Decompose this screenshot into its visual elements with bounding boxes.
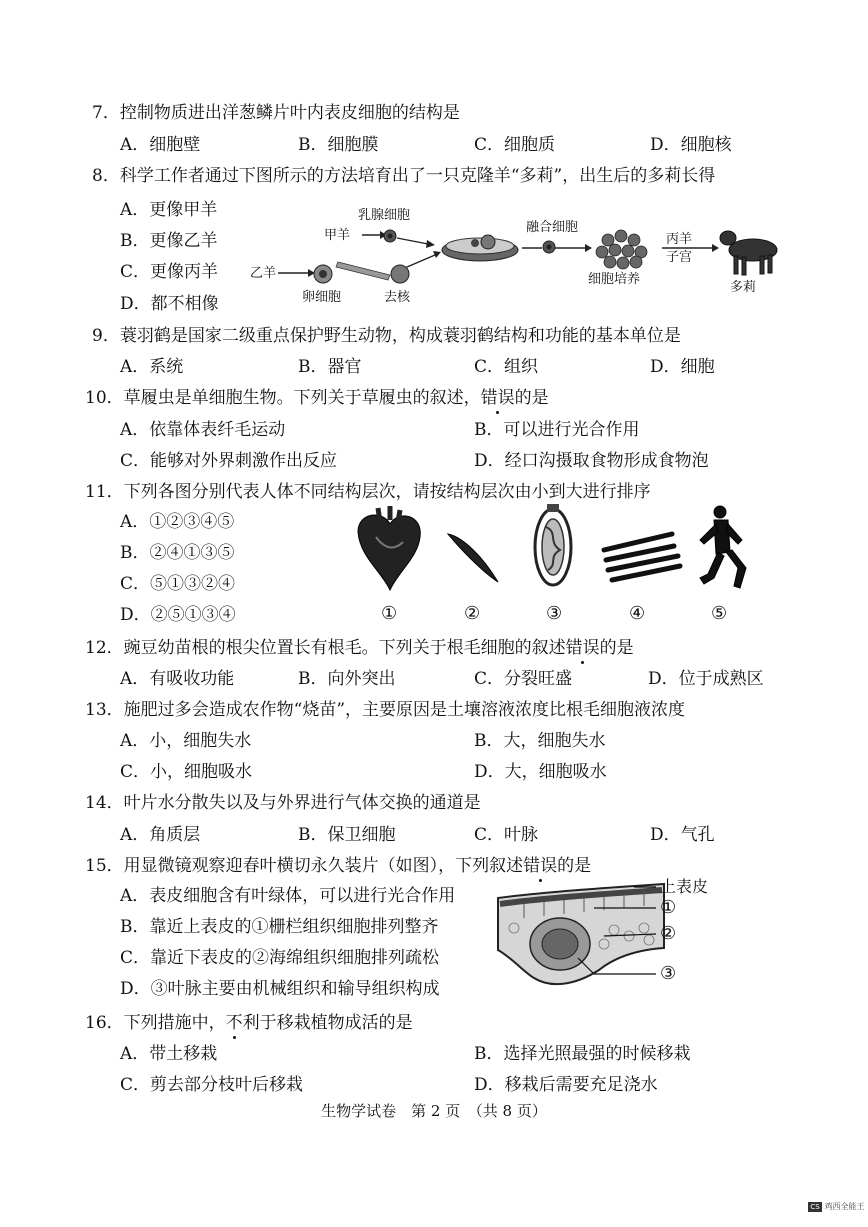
figure-label-2: ② (464, 603, 481, 624)
q9-option-a: A．系统 (120, 357, 184, 377)
q16-option-b: B．选择光照最强的时候移栽 (474, 1044, 691, 1064)
q8-option-c: C．更像丙羊 (120, 262, 219, 282)
q10-option-c: C．能够对外界刺激作出反应 (120, 451, 338, 471)
leaf-section-figure (494, 878, 734, 1008)
label-enucleate: 去核 (384, 290, 411, 305)
label-cell-culture: 细胞培养 (588, 272, 641, 287)
figure-label-5: ⑤ (711, 603, 728, 624)
q15-option-d: D．③叶脉主要由机械组织和输导组织构成 (120, 979, 440, 999)
q10-stem-end: 的是 (514, 388, 549, 408)
q11-option-c: C．⑤①③②④ (120, 574, 236, 594)
q14-option-c: C．叶脉 (474, 825, 539, 845)
q7-stem: 7．控制物质进出洋葱鳞片叶内表皮细胞的结构是 (92, 103, 460, 123)
q8-stem: 8．科学工作者通过下图所示的方法培育出了一只克隆羊“多莉”，出生后的多莉长得 (92, 166, 716, 186)
q7-option-d: D．细胞核 (650, 135, 732, 155)
q14-option-b: B．保卫细胞 (298, 825, 396, 845)
figure-label-1: ① (381, 603, 398, 624)
q7-option-a: A．细胞壁 (120, 135, 201, 155)
q9-option-d: D．细胞 (650, 357, 715, 377)
q9-stem: 9．蓑羽鹤是国家二级重点保护野生动物，构成蓑羽鹤结构和功能的基本单位是 (92, 326, 681, 346)
q12-option-d: D．位于成熟区 (648, 669, 764, 689)
q12-stem (85, 637, 634, 659)
label-uterus: 子宫 (666, 250, 693, 265)
body-levels-figure (348, 502, 748, 627)
q12-stem-emphasis: 错误 (565, 638, 600, 658)
q16-stem-text: 16．下列措施中， (85, 1013, 226, 1033)
q16-stem-end: 利于移栽植物成活的是 (242, 1013, 413, 1033)
label-mammary-cell: 乳腺细胞 (358, 208, 411, 223)
q12-option-c: C．分裂旺盛 (474, 669, 573, 689)
q11-option-b: B．②④①③⑤ (120, 543, 235, 563)
q12-option-a: A．有吸收功能 (120, 669, 235, 689)
q15-stem-text: 15．用显微镜观察迎春叶横切永久装片（如图），下列叙述 (85, 856, 524, 876)
q10-stem (85, 387, 549, 409)
scanner-logo-icon: CS (808, 1202, 822, 1212)
q13-option-d: D．大，细胞吸水 (474, 762, 607, 782)
label-upper-epidermis: 上表皮 (660, 877, 709, 896)
label-sheep-b: 乙羊 (250, 266, 277, 281)
q16-stem-emphasis: 不 (225, 1013, 243, 1033)
label-sheep-c: 丙羊 (666, 232, 693, 247)
q10-stem-emphasis: 错误 (480, 388, 515, 408)
label-sheep-a: 甲羊 (324, 228, 351, 243)
q9-option-c: C．组织 (474, 357, 539, 377)
q11-option-a: A．①②③④⑤ (120, 512, 235, 532)
figure-label-4: ④ (629, 603, 646, 624)
body-levels-svg (348, 502, 748, 602)
figure-label-3: ③ (546, 603, 563, 624)
watermark-text: 鸡西全能王 (824, 1202, 865, 1211)
q13-option-a: A．小，细胞失水 (120, 731, 252, 751)
q15-stem-end: 的是 (557, 856, 592, 876)
q10-option-d: D．经口沟摄取食物形成食物泡 (474, 451, 709, 471)
leaf-label-3: ③ (660, 963, 677, 984)
q15-option-c: C．靠近下表皮的②海绵组织细胞排列疏松 (120, 948, 440, 968)
q10-option-b: B．可以进行光合作用 (474, 420, 640, 440)
q15-stem-emphasis: 错误 (523, 856, 558, 876)
q8-option-b: B．更像乙羊 (120, 231, 218, 251)
q7-option-c: C．细胞质 (474, 135, 556, 155)
q16-stem (85, 1012, 413, 1034)
scanner-watermark (808, 1201, 865, 1212)
heart-icon (358, 506, 420, 590)
label-dolly: 多莉 (730, 280, 757, 295)
q12-stem-text: 12．豌豆幼苗根的根尖位置长有根毛。下列关于根毛细胞的叙述 (85, 638, 566, 658)
leaf-label-1: ① (660, 897, 677, 918)
q14-stem: 14．叶片水分散失以及与外界进行气体交换的通道是 (85, 793, 481, 813)
leaf-section-svg (494, 878, 734, 1008)
q14-option-a: A．角质层 (120, 825, 201, 845)
q9-option-b: B．器官 (298, 357, 362, 377)
q10-stem-text: 10．草履虫是单细胞生物。下列关于草履虫的叙述， (85, 388, 481, 408)
q15-stem (85, 855, 591, 877)
q10-option-a: A．依靠体表纤毛运动 (120, 420, 286, 440)
q8-option-a: A．更像甲羊 (120, 200, 218, 220)
q16-option-d: D．移栽后需要充足浇水 (474, 1075, 658, 1095)
q14-option-d: D．气孔 (650, 825, 715, 845)
q16-option-a: A．带土移栽 (120, 1044, 218, 1064)
q13-stem: 13．施肥过多会造成农作物“烧苗”，主要原因是土壤溶液浓度比根毛细胞液浓度 (85, 700, 686, 720)
q13-option-c: C．小，细胞吸水 (120, 762, 253, 782)
label-egg-cell: 卵细胞 (302, 290, 342, 305)
q11-option-d: D．②⑤①③④ (120, 605, 236, 625)
q13-option-b: B．大，细胞失水 (474, 731, 606, 751)
q11-stem: 11．下列各图分别代表人体不同结构层次，请按结构层次由小到大进行排序 (85, 482, 651, 502)
q8-option-d: D．都不相像 (120, 294, 219, 314)
cloning-diagram (250, 200, 790, 305)
q7-option-b: B．细胞膜 (298, 135, 379, 155)
q15-option-a: A．表皮细胞含有叶绿体，可以进行光合作用 (120, 886, 456, 906)
label-fused-cell: 融合细胞 (526, 220, 579, 235)
q16-option-c: C．剪去部分枝叶后移栽 (120, 1075, 304, 1095)
q12-stem-end: 的是 (599, 638, 634, 658)
leaf-label-2: ② (660, 923, 677, 944)
q15-option-b: B．靠近上表皮的①栅栏组织细胞排列整齐 (120, 917, 439, 937)
q12-option-b: B．向外突出 (298, 669, 396, 689)
page-footer: 生物学试卷 第 2 页 （共 8 页） (321, 1102, 547, 1120)
